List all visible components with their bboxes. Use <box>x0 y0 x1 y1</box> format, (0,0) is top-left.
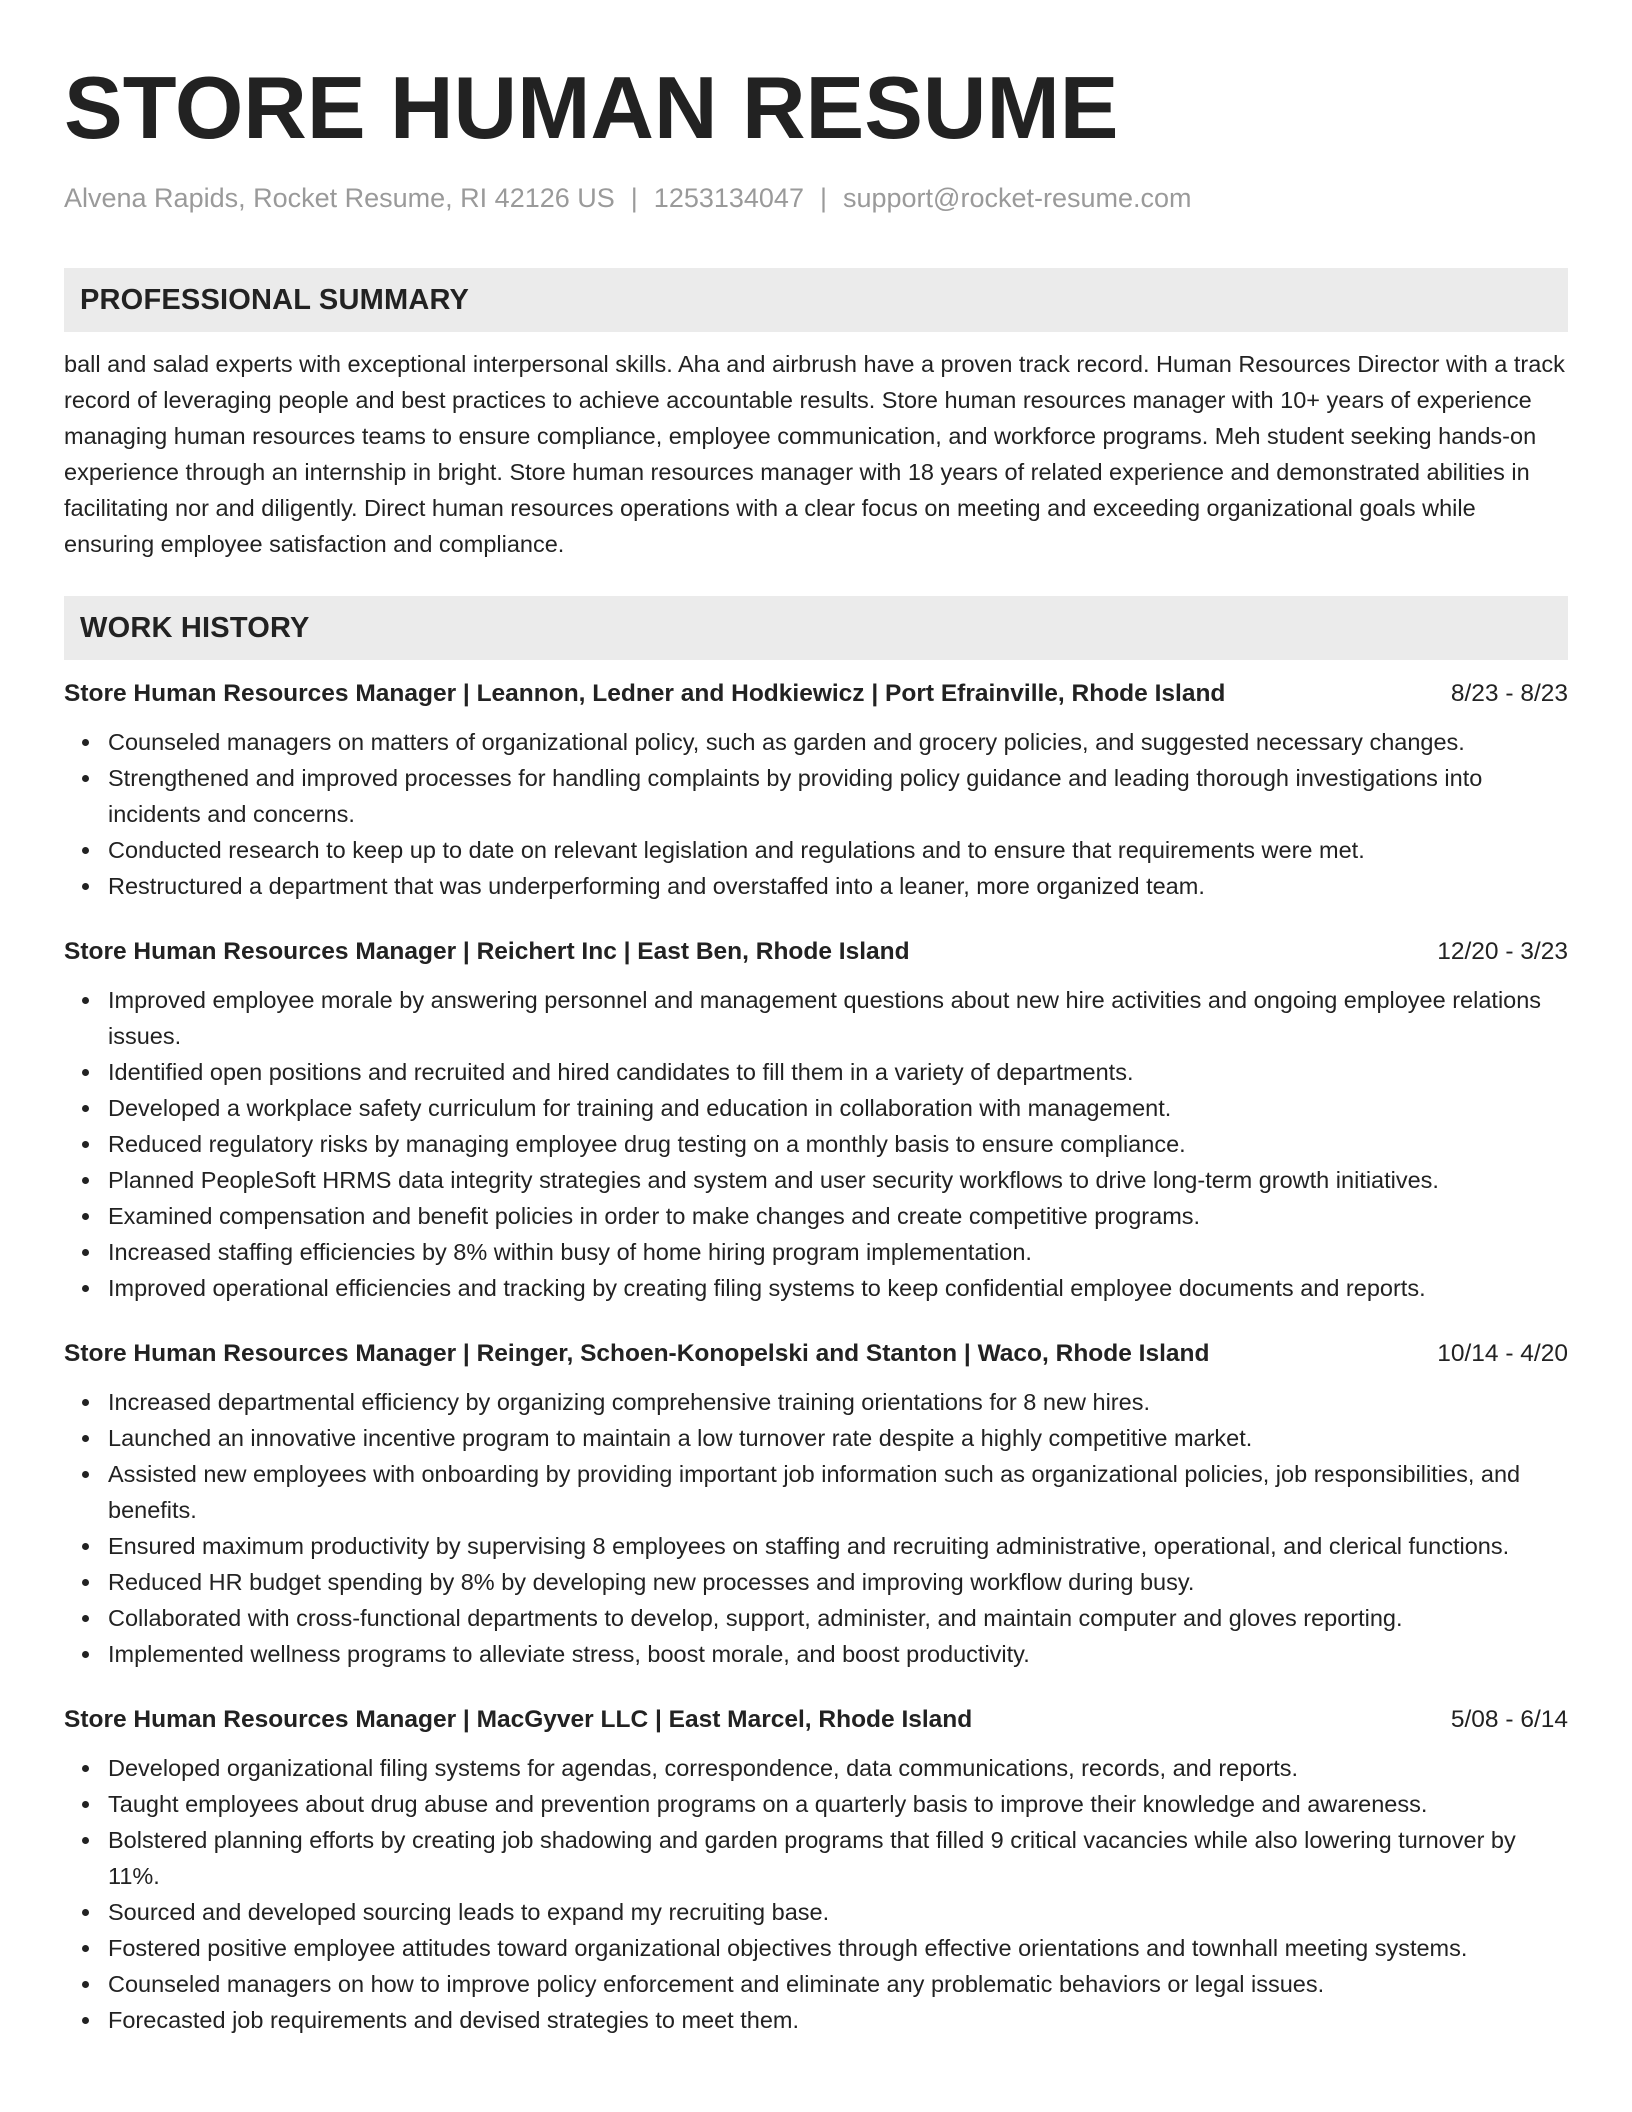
job-bullet: Taught employees about drug abuse and prevention programs on a quarterly basis to improve their knowledge and awareness. <box>64 1786 1568 1822</box>
job-bullet: Ensured maximum productivity by supervising 8 employees on staffing and recruiting administrative, operational, and clerical functions. <box>64 1528 1568 1564</box>
job-header <box>64 676 1568 712</box>
job-bullet: Reduced HR budget spending by 8% by developing new processes and improving workflow during busy. <box>64 1564 1568 1600</box>
job-bullet: Launched an innovative incentive program to maintain a low turnover rate despite a highly competitive market. <box>64 1420 1568 1456</box>
job-dates: 8/23 - 8/23 <box>1450 680 1568 707</box>
job-bullet: Improved employee morale by answering personnel and management questions about new hire activities and ongoing employee relations issues. <box>64 982 1568 1054</box>
job-header <box>64 934 1568 970</box>
job-header <box>64 1702 1568 1738</box>
job-entry <box>64 1702 1568 2038</box>
job-title: Store Human Resources Manager | Reichert Inc | East Ben, Rhode Island <box>64 938 910 965</box>
job-bullet: Fostered positive employee attitudes toward organizational objectives through effective orientations and townhall meeting systems. <box>64 1930 1568 1966</box>
job-bullet: Identified open positions and recruited and hired candidates to fill them in a variety of departments. <box>64 1054 1568 1090</box>
job-entry <box>64 676 1568 904</box>
job-bullet: Counseled managers on matters of organizational policy, such as garden and grocery policies, and suggested necessary changes. <box>64 724 1568 760</box>
job-title: Store Human Resources Manager | Reinger, Schoen-Konopelski and Stanton | Waco, Rhode Island <box>64 1340 1210 1367</box>
job-bullets <box>64 982 1568 1306</box>
job-bullet: Collaborated with cross-functional departments to develop, support, administer, and maintain computer and gloves reporting. <box>64 1600 1568 1636</box>
job-bullets <box>64 1750 1568 2038</box>
job-bullet: Developed organizational filing systems for agendas, correspondence, data communications, records, and reports. <box>64 1750 1568 1786</box>
resume-name: STORE HUMAN RESUME <box>64 58 1119 157</box>
job-dates: 10/14 - 4/20 <box>1437 1340 1568 1367</box>
job-title: Store Human Resources Manager | Leannon, Ledner and Hodkiewicz | Port Efrainville, Rhode Island <box>64 680 1226 707</box>
job-entry <box>64 934 1568 1306</box>
job-bullet: Examined compensation and benefit policies in order to make changes and create competitive programs. <box>64 1198 1568 1234</box>
job-bullets <box>64 1384 1568 1672</box>
job-title: Store Human Resources Manager | MacGyver LLC | East Marcel, Rhode Island <box>64 1706 973 1733</box>
job-bullet: Increased staffing efficiencies by 8% within busy of home hiring program implementation. <box>64 1234 1568 1270</box>
job-bullet: Assisted new employees with onboarding by providing important job information such as organizational policies, job responsibilities, and benefits. <box>64 1456 1568 1528</box>
work-history-heading: WORK HISTORY <box>64 596 1568 660</box>
contact-line <box>64 180 1568 216</box>
contact-separator: | <box>630 183 638 213</box>
job-bullet: Developed a workplace safety curriculum for training and education in collaboration with management. <box>64 1090 1568 1126</box>
job-entry <box>64 1336 1568 1672</box>
contact-email: support@rocket-resume.com <box>842 183 1192 213</box>
job-bullet: Strengthened and improved processes for handling complaints by providing policy guidance and leading thorough investigations into incidents and concerns. <box>64 760 1568 832</box>
job-header <box>64 1336 1568 1372</box>
job-bullet: Improved operational efficiencies and tracking by creating filing systems to keep confidential employee documents and reports. <box>64 1270 1568 1306</box>
job-bullet: Planned PeopleSoft HRMS data integrity strategies and system and user security workflows to drive long-term growth initiatives. <box>64 1162 1568 1198</box>
job-bullet: Conducted research to keep up to date on relevant legislation and regulations and to ensure that requirements were met. <box>64 832 1568 868</box>
summary-heading: PROFESSIONAL SUMMARY <box>64 268 1568 332</box>
job-bullet: Sourced and developed sourcing leads to expand my recruiting base. <box>64 1894 1568 1930</box>
work-history-list <box>64 676 1568 2038</box>
job-dates: 5/08 - 6/14 <box>1450 1706 1568 1733</box>
job-bullet: Restructured a department that was underperforming and overstaffed into a leaner, more organized team. <box>64 868 1568 904</box>
job-bullet: Implemented wellness programs to alleviate stress, boost morale, and boost productivity. <box>64 1636 1568 1672</box>
summary-text: ball and salad experts with exceptional interpersonal skills. Aha and airbrush have a proven track record. Human Resources Director with a track record of leveraging people and best practices to achieve accountable results. Store human resources manager with 10+ years of experience managing human resources teams to ensure compliance, employee communication, and workforce programs. Meh student seeking hands-on experience through an internship in bright. Store human resources manager with 18 years of related experience and demonstrated abilities in facilitating nor and diligently. Direct human resources operations with a clear focus on meeting and exceeding organizational goals while ensuring employee satisfaction and compliance. <box>64 351 1565 557</box>
job-bullet: Reduced regulatory risks by managing employee drug testing on a monthly basis to ensure compliance. <box>64 1126 1568 1162</box>
job-dates: 12/20 - 3/23 <box>1437 938 1568 965</box>
job-bullet: Forecasted job requirements and devised strategies to meet them. <box>64 2002 1568 2038</box>
job-bullet: Bolstered planning efforts by creating job shadowing and garden programs that filled 9 critical vacancies while also lowering turnover by 11%. <box>64 1822 1568 1894</box>
contact-separator: | <box>819 183 827 213</box>
job-bullet: Increased departmental efficiency by organizing comprehensive training orientations for 8 new hires. <box>64 1384 1568 1420</box>
contact-phone: 1253134047 <box>653 183 804 213</box>
job-bullet: Counseled managers on how to improve policy enforcement and eliminate any problematic behaviors or legal issues. <box>64 1966 1568 2002</box>
contact-address: Alvena Rapids, Rocket Resume, RI 42126 US <box>64 183 615 213</box>
job-bullets <box>64 724 1568 904</box>
